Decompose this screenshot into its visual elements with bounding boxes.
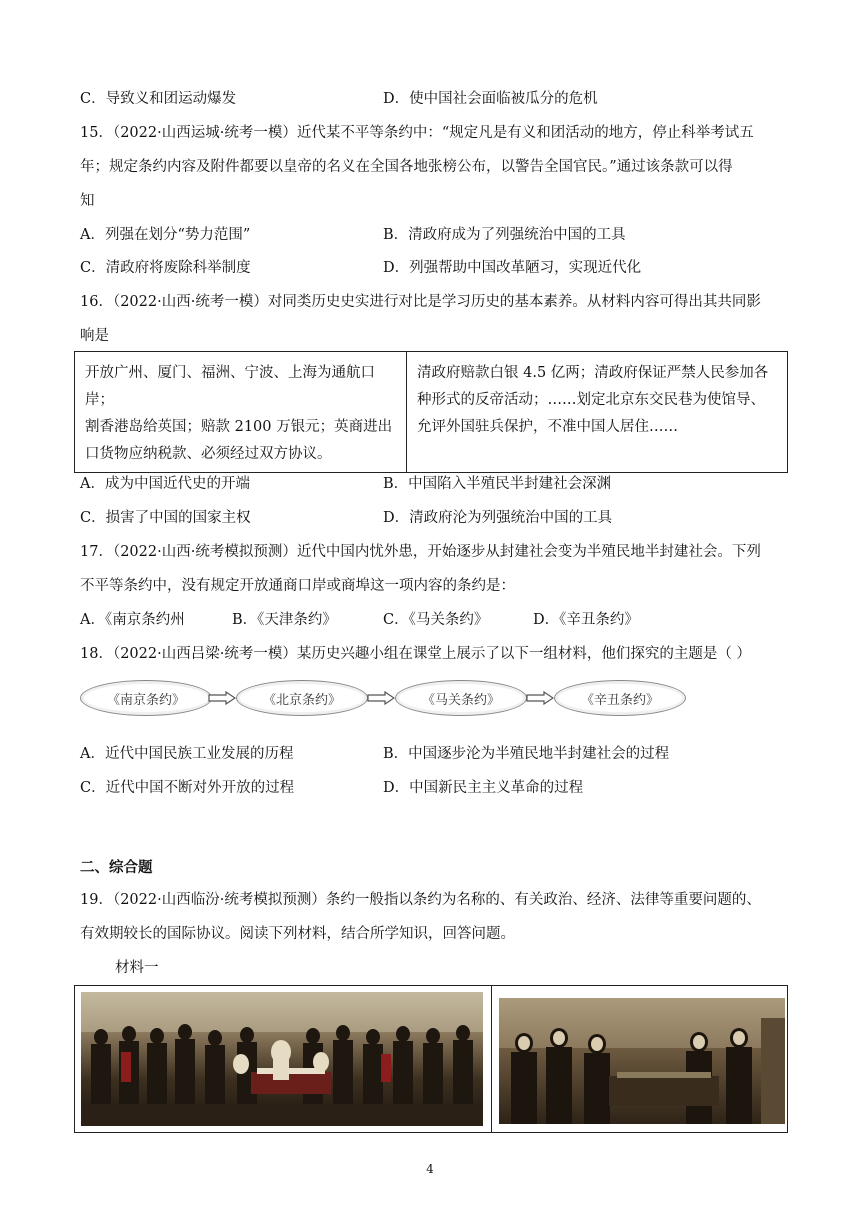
- treaty-conference-photo: [499, 998, 785, 1124]
- q16-left-line: 割香港岛给英国；赔款 2100 万银元；英商进出: [85, 419, 393, 435]
- section-title: 二、综合题: [80, 860, 153, 876]
- photo-divider: [491, 986, 492, 1132]
- q18-option-b: B．中国逐步沦为半殖民地半封建社会的过程: [383, 746, 670, 762]
- flow-treaty-shimonoseki: 《马关条约》: [395, 680, 527, 716]
- arrow-right-icon: [208, 691, 236, 705]
- q16-material-left: [75, 352, 407, 473]
- q16-stem-line1: 16．（2022·山西·统考一模）对同类历史史实进行对比是学习历史的基本素养。从材料内容可得出其共同影: [80, 294, 761, 310]
- q16-left-line: 开放广州、厦门、福洲、宁波、上海为通航口岸；: [85, 365, 375, 408]
- q16-right-line: 种形式的反帝活动；……划定北京东交民巷为使馆导、: [417, 392, 765, 408]
- q18-option-d: D．中国新民主主义革命的过程: [383, 780, 584, 796]
- q16-option-c: C．损害了中国的国家主权: [80, 510, 251, 526]
- q16-material-right: [407, 352, 788, 473]
- q17-option-d: D．《辛丑条约》: [533, 612, 639, 628]
- q18-treaty-flow: [80, 680, 686, 718]
- q19-stem-line1: 19．（2022·山西临汾·统考模拟预测）条约一般指以条约为名称的、有关政治、经济、法律等重要问题的、: [80, 892, 761, 908]
- q17-option-b: B．《天津条约》: [232, 612, 337, 628]
- q19-material-photos: [74, 985, 788, 1133]
- q16-left-line: 口货物应纳税款、必须经过双方协议。: [85, 446, 332, 462]
- q17-stem-line1: 17．（2022·山西·统考模拟预测）近代中国内忧外患，开始逐步从封建社会变为半殖民地半封建社会。下列: [80, 544, 761, 560]
- q15-option-a: A．列强在划分“势力范围”: [80, 227, 251, 243]
- q17-stem-line2: 不平等条约中，没有规定开放通商口岸或商埠这一项内容的条约是：: [80, 578, 515, 594]
- q16-option-b: B．中国陷入半殖民半封建社会深渊: [383, 476, 612, 492]
- q17-option-c: C．《马关条约》: [383, 612, 489, 628]
- flow-treaty-nanjing: 《南京条约》: [80, 680, 212, 716]
- q18-option-c: C．近代中国不断对外开放的过程: [80, 780, 295, 796]
- q18-option-a: A．近代中国民族工业发展的历程: [80, 746, 294, 762]
- q16-option-a: A．成为中国近代史的开端: [80, 476, 250, 492]
- q14-option-d: D．使中国社会面临被瓜分的危机: [383, 91, 598, 107]
- flow-treaty-beijing: 《北京条约》: [236, 680, 368, 716]
- q19-material-label: 材料一: [115, 960, 159, 976]
- page-number: 4: [426, 1162, 434, 1176]
- q16-option-d: D．清政府沦为列强统治中国的工具: [383, 510, 613, 526]
- q14-option-c: C．导致义和团运动爆发: [80, 91, 237, 107]
- q16-stem-line2: 响是: [80, 328, 109, 344]
- q19-stem-line2: 有效期较长的国际协议。阅读下列材料，结合所学知识，回答问题。: [80, 926, 515, 942]
- q15-option-b: B．清政府成为了列强统治中国的工具: [383, 227, 626, 243]
- q15-stem-line2: 年；规定条约内容及附件都要以皇帝的名义在全国各地张榜公布，以警告全国官民。”通过该条款可以得: [80, 159, 733, 175]
- q15-stem-line3: 知: [80, 193, 95, 209]
- q15-option-d: D．列强帮助中国改革陋习，实现近代化: [383, 260, 642, 276]
- q15-stem-line1: 15．（2022·山西运城·统考一模）近代某不平等条约中：“规定凡是有义和团活动的地方，停止科举考试五: [80, 125, 754, 141]
- q16-right-line: 清政府赔款白银 4.5 亿两；清政府保证严禁人民参加各: [417, 365, 769, 381]
- q18-stem-line1: 18．（2022·山西吕梁·统考一模）某历史兴趣小组在课堂上展示了以下一组材料，他们探究的主题是（ ）: [80, 646, 751, 662]
- q15-option-c: C．清政府将废除科举制度: [80, 260, 251, 276]
- q16-material-table: [74, 351, 788, 473]
- q17-option-a: A．《南京条约州: [80, 612, 185, 628]
- q16-right-line: 允评外国驻兵保护，不准中国人居住……: [417, 419, 678, 435]
- arrow-right-icon: [367, 691, 395, 705]
- treaty-signing-painting: [81, 992, 483, 1126]
- flow-treaty-xinchou: 《辛丑条约》: [554, 680, 686, 716]
- arrow-right-icon: [526, 691, 554, 705]
